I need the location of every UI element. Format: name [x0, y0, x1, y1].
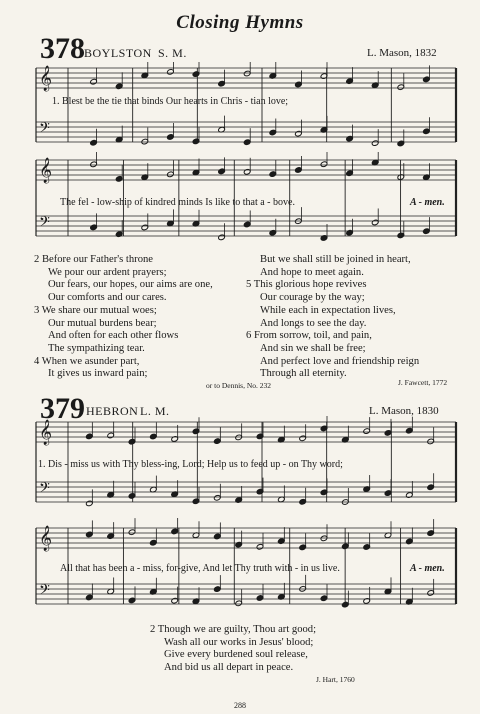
- treble-clef: 𝄞: [39, 158, 53, 183]
- bass-clef: 𝄢: [39, 480, 50, 500]
- composer: L. Mason, 1830: [369, 405, 439, 417]
- verse-line: 2 Though we are guilty, Thou art good;: [150, 624, 317, 635]
- verse-line: And hope to meet again.: [260, 266, 364, 278]
- meter: S. M.: [158, 46, 187, 60]
- verse-line: We pour our ardent prayers;: [48, 266, 167, 278]
- verses-left: [34, 254, 213, 381]
- verse-line: 2 Before our Father's throne: [34, 254, 153, 265]
- lyric-line: All that has been a - miss, for-give, And let Thy truth with - in us live.: [60, 563, 340, 574]
- verse-line: Our mutual burdens bear;: [48, 317, 157, 329]
- amen: A - men.: [410, 197, 445, 208]
- amen: A - men.: [410, 563, 445, 574]
- verse-line: Through all eternity.: [260, 368, 347, 380]
- verse-line: And bid us all depart in peace.: [164, 662, 294, 674]
- verse-line: While each in expectation lives,: [260, 304, 396, 316]
- tune-name: HEBRON: [86, 404, 139, 418]
- verse-line: 6 From sorrow, toil, and pain,: [246, 330, 372, 342]
- page-title: Closing Hymns: [176, 12, 304, 33]
- verse-line: But we shall still be joined in heart,: [260, 254, 411, 265]
- treble-clef: 𝄞: [39, 526, 53, 551]
- bass-clef: 𝄢: [39, 214, 50, 234]
- verse-line: It gives us inward pain;: [48, 368, 148, 380]
- lyric-line: The fel - low-ship of kindred minds Is like to that a - bove.: [60, 197, 295, 208]
- hymn-number: 378: [40, 32, 85, 65]
- bass-clef: 𝄢: [39, 120, 50, 140]
- verse-line: Wash all our works in Jesus' blood;: [164, 636, 314, 648]
- verse-line: 5 This glorious hope revives: [246, 279, 367, 291]
- verse-line: 3 We share our mutual woes;: [34, 304, 157, 316]
- meter: L. M.: [140, 404, 170, 418]
- page-number: 288: [234, 701, 246, 710]
- verse-line: Give every burdened soul release,: [164, 649, 308, 661]
- verse-line: Our courage by the way;: [260, 292, 365, 304]
- lyric-line: 1. Dis - miss us with Thy bless-ing, Lord; Help us to feed up - on Thy word;: [38, 459, 343, 470]
- alternate-tune-note: or to Dennis, No. 232: [206, 381, 271, 390]
- composer: L. Mason, 1832: [367, 47, 437, 59]
- hymn-number: 379: [40, 392, 85, 425]
- verse-line: 4 When we asunder part,: [34, 355, 140, 367]
- verse-line: Our fears, our hopes, our aims are one,: [48, 279, 213, 291]
- music-system: [0, 62, 480, 162]
- verse-line: And longs to see the day.: [260, 317, 367, 329]
- tune-name: BOYLSTON: [84, 46, 152, 60]
- verse-line: Our comforts and our cares.: [48, 292, 167, 304]
- author-credit: J. Fawcett, 1772: [398, 378, 448, 387]
- verses-right: [246, 254, 419, 381]
- author-credit: J. Hart, 1760: [316, 675, 355, 684]
- verses-block: [150, 624, 316, 675]
- treble-clef: 𝄞: [39, 66, 53, 91]
- verse-line: And often for each other flows: [48, 330, 179, 342]
- treble-clef: 𝄞: [39, 420, 53, 445]
- verse-line: And sin we shall be free;: [260, 342, 366, 354]
- verse-line: The sympathizing tear.: [48, 342, 145, 354]
- lyric-line: 1. Blest be the tie that binds Our hearts in Chris - tian love;: [52, 96, 289, 107]
- bass-clef: 𝄢: [39, 582, 50, 602]
- verse-line: And perfect love and friendship reign: [260, 355, 420, 367]
